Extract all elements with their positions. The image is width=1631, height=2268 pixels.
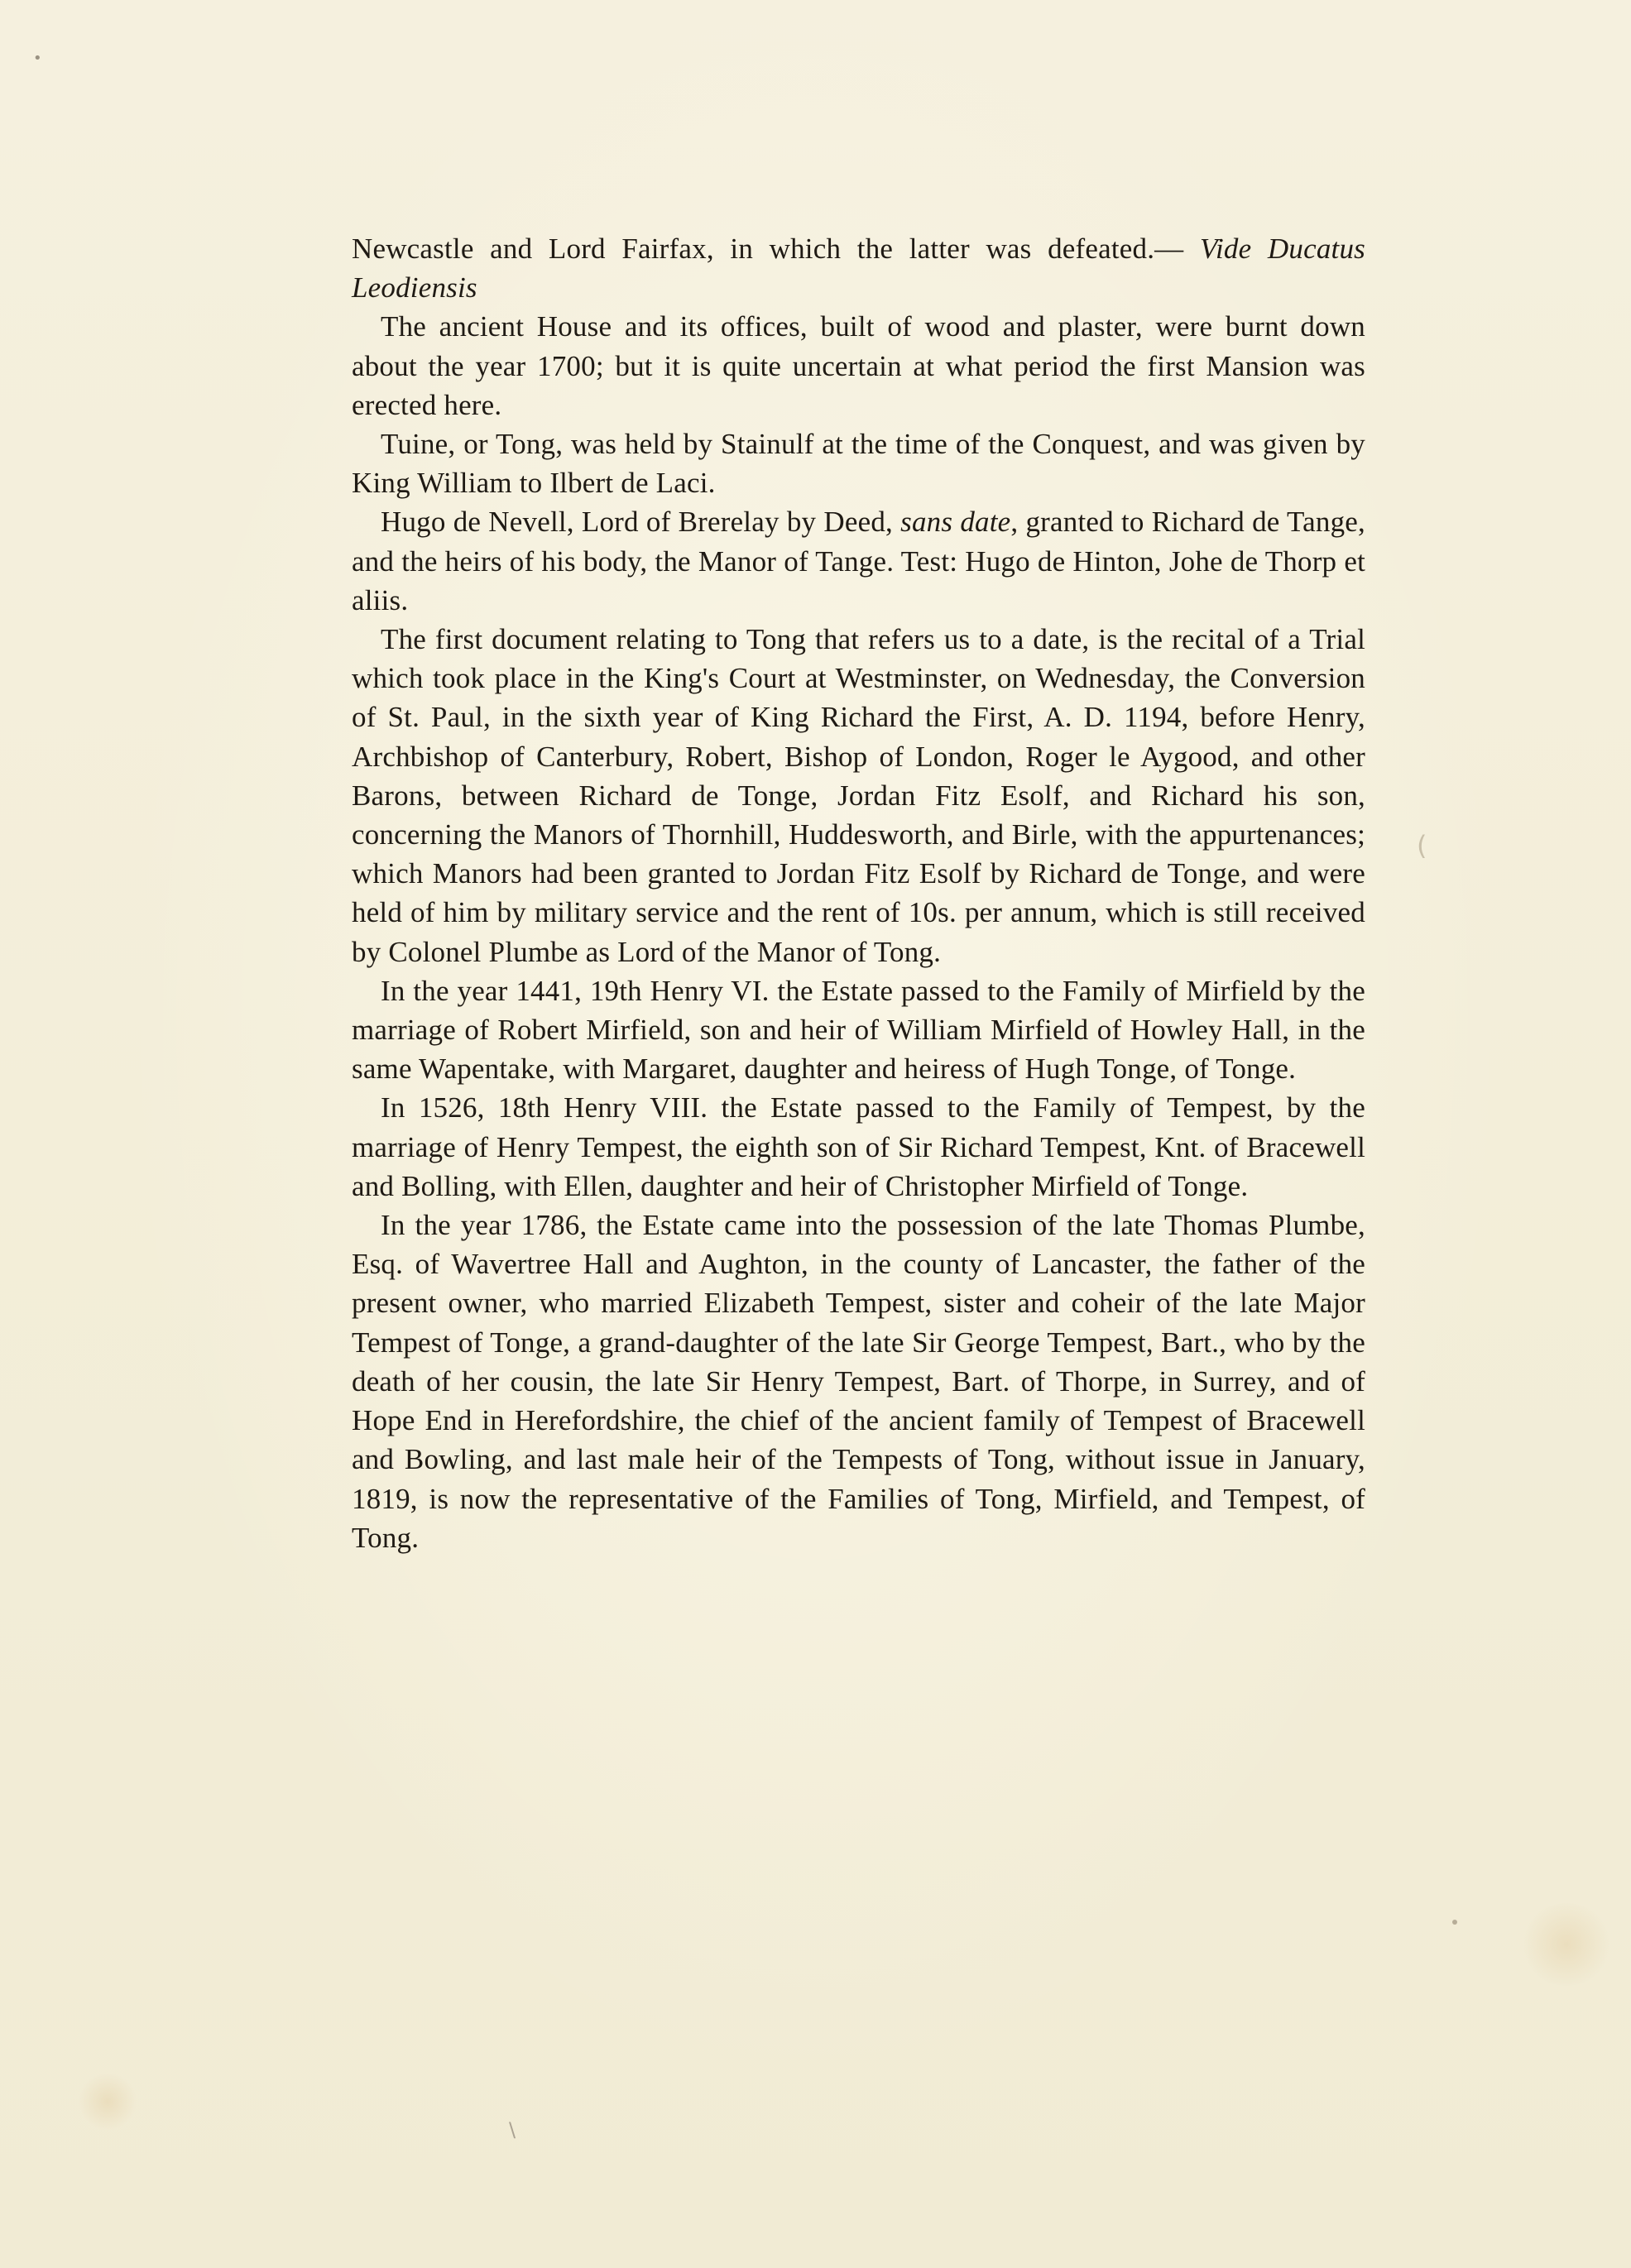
margin-mark: • xyxy=(33,50,42,67)
citation-text: Vide Ducatus Leodiensis xyxy=(352,233,1365,304)
paragraph xyxy=(352,502,1365,620)
margin-mark: ( xyxy=(1417,830,1427,861)
paragraph: The first document relating to Tong that refers us to a date, is the recital of a Trial which took place in the King's Court at Westminster, on Wednesday, the Conversion of St. Paul, in the sixth year of King Richard the First, A. D. 1194, before Henry, Archbishop of Canterbury, Robert, Bishop of London, Roger le Aygood, and other Barons, between Richard de Tonge, Jordan Fitz Esolf, and Richard his son, concerning the Manors of Thornhill, Huddesworth, and Birle, with the appurtenances; which Manors had been granted to Jordan Fitz Esolf by Richard de Tonge, and were held of him by military service and the rent of 10s. per annum, which is still received by Colonel Plumbe as Lord of the Manor of Tong. xyxy=(352,623,1365,968)
paragraph: In the year 1786, the Estate came into the possession of the late Thomas Plumbe, Esq. of Wavertree Hall and Aughton, in the county of Lancaster, the father of the present owner, who married Elizabeth Tempest, sister and coheir of the late Major Tempest of Tonge, a grand-daughter of the late Sir George Tempest, Bart., who by the death of her cousin, the late Sir Henry Tempest, Bart. of Thorpe, in Surrey, and of Hope End in Herefordshire, the chief of the ancient family of Tempest of Bracewell and Bowling, and last male heir of the Tempests of Tong, without issue in January, 1819, is now the representative of the Families of Tong, Mirfield, and Tempest, of Tong. xyxy=(352,1209,1365,1554)
margin-mark: \ xyxy=(509,2118,516,2141)
paragraph-text: , granted to Richard de Tange, and the heirs of his body, the Manor of Tange. Test: Hugo de Hinton, Johe de Thorp et aliis. xyxy=(352,506,1365,616)
paper-stain xyxy=(79,2073,137,2131)
paragraph: In 1526, 18th Henry VIII. the Estate passed to the Family of Tempest, by the marriage of Henry Tempest, the eighth son of Sir Richard Tempest, Knt. of Bracewell and Bolling, with Ellen, daughter and heir of Christopher Mirfield of Tonge. xyxy=(352,1091,1365,1202)
paragraph-text: Newcastle and Lord Fairfax, in which the latter was defeated.— xyxy=(352,233,1200,265)
paragraph: In the year 1441, 19th Henry VI. the Estate passed to the Family of Mirfield by the marriage of Robert Mirfield, son and heir of William Mirfield of Howley Hall, in the same Wapentake, with Margaret, daughter and heiress of Hugh Tonge, of Tonge. xyxy=(352,974,1365,1086)
paper-stain xyxy=(1521,1903,1612,1986)
paragraph: Tuine, or Tong, was held by Stainulf at the time of the Conquest, and was given by King William to Ilbert de Laci. xyxy=(352,428,1365,500)
document-body xyxy=(352,229,1365,1557)
paragraph: The ancient House and its offices, built of wood and plaster, were burnt down about the year 1700; but it is quite uncertain at what period the first Mansion was erected here. xyxy=(352,310,1365,421)
italic-phrase: sans date xyxy=(900,506,1011,539)
paragraph xyxy=(352,229,1365,307)
margin-dot xyxy=(1452,1920,1457,1925)
paragraph-text: Hugo de Nevell, Lord of Brerelay by Deed, xyxy=(381,506,901,539)
